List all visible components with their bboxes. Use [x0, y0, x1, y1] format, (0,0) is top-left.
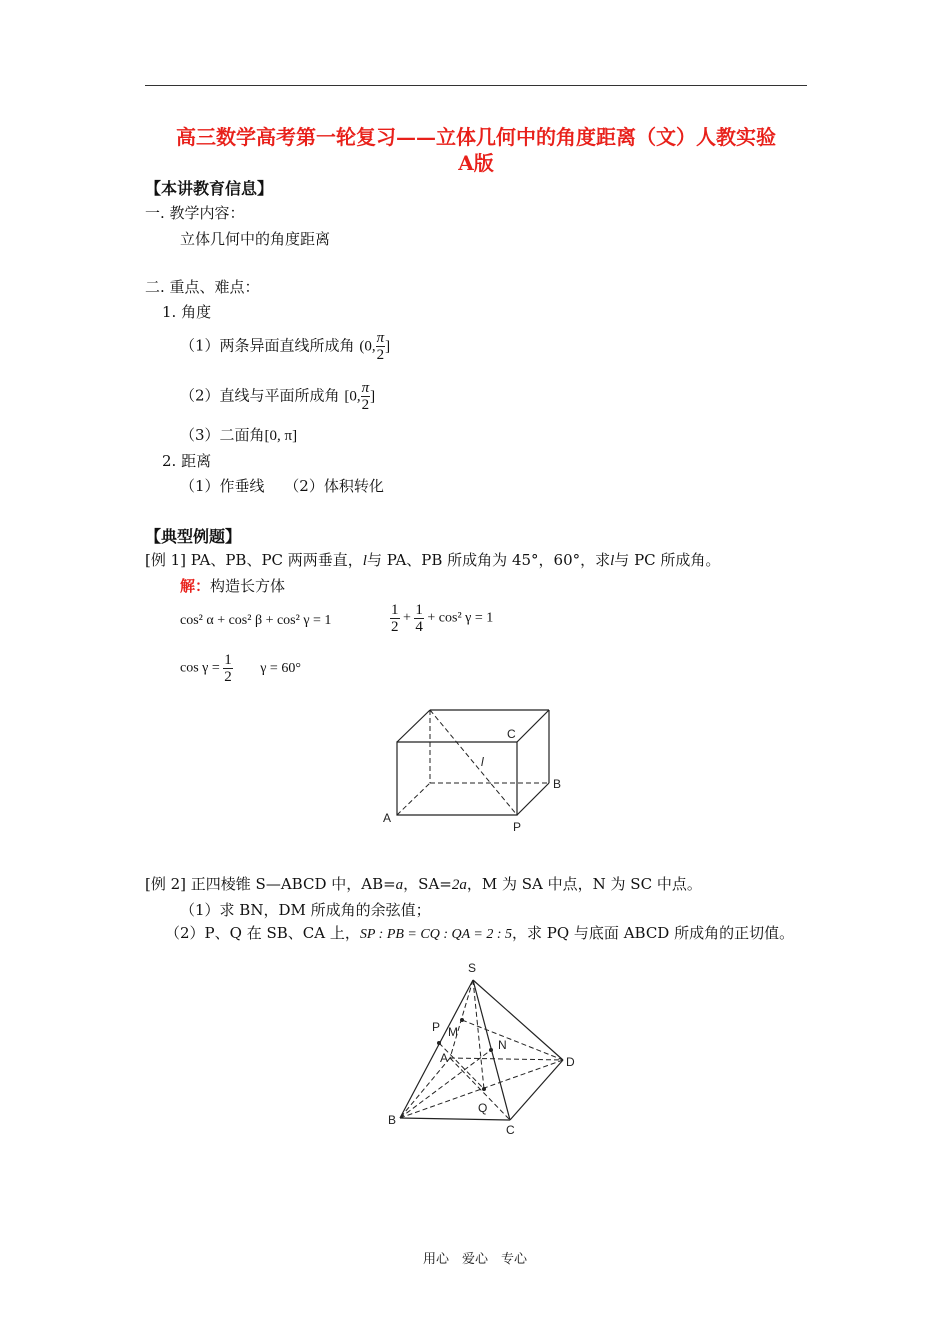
hidden-line-SQ [473, 980, 484, 1089]
label-M: M [448, 1025, 458, 1039]
content-text: 立体几何中的角度距离 [180, 230, 331, 248]
variable-a: a [395, 877, 404, 893]
label-P: P [513, 820, 522, 834]
solution-label: 解： [180, 577, 211, 595]
pi-over-2-fraction [361, 380, 371, 413]
cuboid-front-face [397, 742, 517, 815]
point-M [460, 1018, 464, 1022]
diagonal-l [430, 710, 517, 815]
ex1-part-c: 与 PC 所成角。 [614, 551, 721, 569]
ex1-part-a: [例 1] PA、PB、PC 两两垂直， [145, 551, 363, 569]
angle-item-2-range-close: ] [370, 388, 376, 405]
equation-2-tail: + cos² γ = 1 [427, 610, 494, 626]
line-l-symbol: l [610, 553, 615, 569]
content-label: 一. 教学内容： [145, 204, 245, 222]
page-footer: 用心 爱心 专心 [422, 1252, 527, 1267]
title-line-2: A版 [458, 151, 494, 175]
cuboid-edge [397, 710, 430, 742]
angle-item-2-text: （2）直线与平面所成角 [180, 386, 340, 405]
hidden-line-PQ [439, 1043, 484, 1089]
angle-item-3-range: [0, π] [264, 428, 298, 444]
pi-over-2-fraction [376, 330, 386, 363]
cuboid-edge [517, 783, 549, 815]
frac-denominator: 2 [376, 347, 385, 363]
solution-text: 构造长方体 [210, 577, 286, 595]
edge-SB [400, 980, 473, 1118]
angle-item-3-text: （3）二面角 [180, 426, 265, 444]
frac-denominator: 2 [361, 397, 370, 413]
frac-denominator: 4 [415, 619, 423, 635]
one-half-fraction [390, 602, 400, 635]
equation-3-lhs: cos γ = [180, 660, 220, 676]
frac-numerator: 1 [391, 602, 399, 618]
angle-heading: 1. 角度 [162, 303, 212, 321]
ex2-part-c: ，M 为 SA 中点，N 为 SC 中点。 [466, 875, 702, 893]
angle-item-2 [180, 380, 375, 413]
label-P: P [432, 1020, 441, 1034]
angle-item-3 [180, 424, 297, 445]
edge-SD [473, 980, 563, 1060]
example-1-text [145, 549, 720, 570]
equation-1: cos² α + cos² β + cos² γ = 1 [180, 613, 332, 628]
label-C: C [507, 727, 516, 741]
cuboid-edge [517, 710, 549, 742]
label-N: N [498, 1038, 507, 1052]
point-N [489, 1048, 493, 1052]
frac-numerator: π [361, 380, 370, 396]
point-Q [482, 1087, 486, 1091]
label-C: C [506, 1123, 515, 1137]
angle-item-1-range-open: (0, [359, 338, 376, 355]
example-2-text [145, 873, 702, 894]
angle-item-1-text: （1）两条异面直线所成角 [180, 336, 355, 355]
example-2-question-2 [165, 922, 794, 943]
frac-numerator: π [376, 330, 385, 346]
ex2-q2-part-b: ，求 PQ 与底面 ABCD 所成角的正切值。 [512, 924, 795, 942]
point-P [437, 1041, 441, 1045]
ex2-q2-part-a: （2）P、Q 在 SB、CA 上， [165, 924, 360, 942]
label-B: B [553, 777, 562, 791]
label-l: l [481, 755, 484, 769]
angle-item-1-range-close: ] [385, 338, 391, 355]
distance-items: （1）作垂线 （2）体积转化 [180, 477, 384, 495]
ex2-part-b: ，SA= [403, 875, 452, 893]
label-D: D [566, 1055, 575, 1069]
one-quarter-fraction [414, 602, 424, 635]
example-2-question-1: （1）求 BN，DM 所成角的余弦值； [180, 901, 431, 919]
frac-denominator: 2 [224, 669, 232, 685]
angle-item-2-range-open: [0, [344, 388, 361, 405]
frac-numerator: 1 [224, 652, 232, 668]
one-half-fraction [223, 652, 233, 685]
variable-2a: 2a [451, 877, 467, 893]
label-A: A [440, 1051, 449, 1065]
header-rule [145, 85, 807, 86]
hidden-edge [397, 783, 430, 815]
equation-3-rhs: γ = 60° [260, 660, 301, 676]
title-line-1: 高三数学高考第一轮复习——立体几何中的角度距离（文）人教实验 [176, 125, 776, 149]
equation-3 [180, 652, 301, 685]
frac-denominator: 2 [391, 619, 399, 635]
section-heading-info: 【本讲教育信息】 [145, 179, 274, 198]
plus-sign: + [403, 610, 411, 626]
solution-line [180, 575, 285, 596]
label-A: A [383, 811, 392, 825]
ex2-part-a: [例 2] 正四棱锥 S—ABCD 中，AB= [145, 875, 396, 893]
pyramid-figure [380, 958, 590, 1138]
hidden-line-DM [462, 1020, 563, 1060]
ratio-expression: SP : PB = CQ : QA = 2 : 5 [359, 927, 512, 942]
edge-BC [400, 1118, 510, 1120]
label-Q: Q [478, 1101, 488, 1115]
label-S: S [468, 961, 477, 975]
label-B: B [388, 1113, 397, 1127]
section-heading-examples: 【典型例题】 [145, 527, 242, 546]
angle-item-1 [180, 330, 390, 363]
key-points-label: 二. 重点、难点： [145, 278, 260, 296]
frac-numerator: 1 [415, 602, 423, 618]
cuboid-figure [375, 700, 575, 840]
equation-2 [390, 602, 493, 635]
line-l-symbol: l [362, 553, 367, 569]
distance-heading: 2. 距离 [162, 452, 212, 470]
hidden-edge-AD [450, 1058, 563, 1060]
ex1-part-b: 与 PA、PB 所成角为 45°，60°，求 [366, 551, 611, 569]
document-title [140, 124, 812, 176]
